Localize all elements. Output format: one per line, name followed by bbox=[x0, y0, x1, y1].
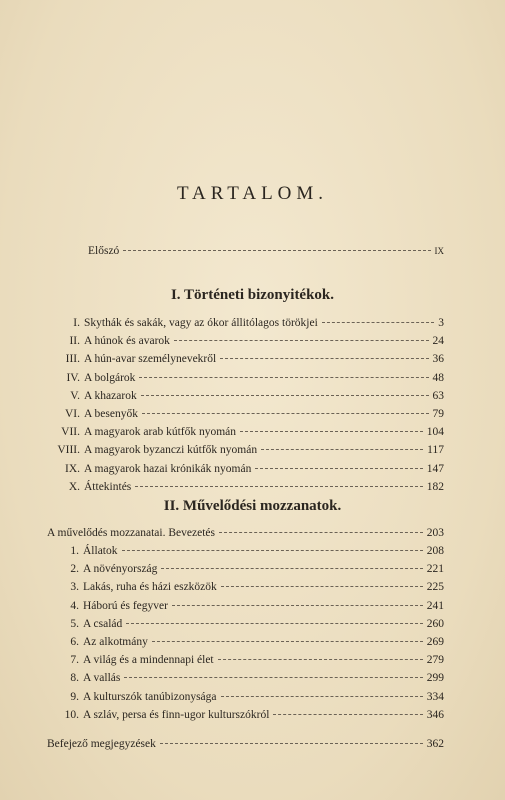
entry-label: A család bbox=[83, 617, 123, 630]
leader-dots bbox=[221, 695, 423, 697]
entry-label: A szláv, persa és finn-ugor kulturszókról bbox=[83, 708, 270, 721]
page-title: TARTALOM. bbox=[176, 183, 329, 204]
entry-number: 9. bbox=[70, 690, 79, 703]
leader-dots bbox=[240, 430, 423, 432]
entry-number: II. bbox=[69, 335, 80, 348]
toc-entry bbox=[47, 618, 444, 630]
toc-entry bbox=[47, 709, 444, 721]
toc-entry bbox=[47, 581, 444, 593]
toc-entry bbox=[44, 444, 444, 456]
section-2-heading: II. Művelődési mozzanatok. bbox=[163, 498, 342, 514]
toc-entry bbox=[44, 390, 444, 402]
toc-entry bbox=[44, 408, 444, 420]
leader-dots bbox=[220, 357, 428, 359]
entry-page: 3 bbox=[438, 317, 444, 329]
entry-number: 10. bbox=[64, 708, 79, 721]
entry-page: 346 bbox=[426, 708, 444, 721]
leader-dots bbox=[261, 448, 423, 450]
entry-number: 6. bbox=[70, 636, 79, 648]
entry-page: 24 bbox=[432, 335, 444, 348]
entry-page: 79 bbox=[432, 408, 444, 420]
intro-page: 203 bbox=[426, 527, 444, 539]
leader-dots bbox=[141, 394, 429, 396]
entry-number: 5. bbox=[70, 617, 79, 630]
toc-entry bbox=[47, 672, 444, 684]
entry-label: Az alkotmány bbox=[83, 636, 148, 648]
preface-page: IX bbox=[434, 246, 444, 256]
leader-dots bbox=[135, 485, 422, 487]
entry-number: 1. bbox=[70, 545, 79, 557]
entry-label: Lakás, ruha és házi eszközök bbox=[83, 581, 217, 594]
leader-dots bbox=[219, 531, 423, 533]
entry-label: A kulturszók tanúbizonysága bbox=[83, 690, 217, 703]
entry-number: VII. bbox=[61, 426, 80, 439]
entry-page: 182 bbox=[426, 480, 444, 493]
toc-entry bbox=[44, 335, 444, 347]
leader-dots bbox=[122, 549, 423, 551]
toc-entry bbox=[47, 691, 444, 703]
toc-entry bbox=[44, 353, 444, 365]
entry-number: 8. bbox=[70, 672, 79, 685]
entry-page: 63 bbox=[432, 389, 444, 402]
toc-entry bbox=[44, 463, 444, 475]
entry-number: IV. bbox=[66, 371, 80, 384]
entry-page: 279 bbox=[426, 654, 444, 667]
leader-dots bbox=[174, 339, 429, 341]
toc-entry bbox=[44, 317, 444, 329]
entry-page: 36 bbox=[432, 353, 444, 366]
entry-label: A növényország bbox=[83, 563, 158, 576]
entry-page: 269 bbox=[426, 636, 444, 648]
entry-number: IX. bbox=[64, 462, 80, 475]
entry-page: 334 bbox=[426, 690, 444, 703]
entry-number: 7. bbox=[70, 654, 79, 667]
closing-label: Befejező megjegyzések bbox=[47, 738, 156, 750]
section-1-heading: I. Történeti bizonyitékok. bbox=[170, 287, 335, 303]
entry-page: 117 bbox=[427, 444, 444, 457]
entry-label: A magyarok hazai krónikák nyomán bbox=[84, 462, 252, 475]
entry-number: V. bbox=[70, 389, 80, 402]
entry-label: Háború és fegyver bbox=[83, 599, 168, 612]
entry-page: 208 bbox=[426, 545, 444, 557]
entry-number: 4. bbox=[70, 599, 79, 612]
section-2-intro-row bbox=[47, 527, 444, 539]
entry-number: X. bbox=[68, 480, 80, 493]
entry-label: A világ és a mindennapi élet bbox=[83, 654, 214, 667]
entry-label: A vallás bbox=[83, 672, 121, 685]
leader-dots bbox=[126, 622, 422, 624]
entry-page: 147 bbox=[426, 462, 444, 475]
entry-label: A bolgárok bbox=[84, 371, 136, 384]
leader-dots bbox=[273, 713, 422, 715]
closing-page: 362 bbox=[426, 738, 444, 750]
preface-row bbox=[88, 245, 444, 257]
toc-entry bbox=[47, 545, 444, 557]
leader-dots bbox=[161, 567, 422, 569]
entry-number: 3. bbox=[70, 581, 79, 594]
closing-row bbox=[47, 738, 444, 750]
toc-entry bbox=[47, 654, 444, 666]
entry-page: 104 bbox=[426, 426, 444, 439]
toc-entry bbox=[47, 600, 444, 612]
entry-label: Állatok bbox=[83, 545, 118, 557]
leader-dots bbox=[123, 249, 430, 251]
entry-label: A magyarok arab kútfők nyomán bbox=[84, 426, 237, 439]
leader-dots bbox=[124, 676, 422, 678]
entry-number: III. bbox=[65, 353, 80, 366]
preface-label: Előszó bbox=[88, 245, 120, 257]
entry-number: 2. bbox=[70, 563, 79, 576]
entry-number: VIII. bbox=[57, 444, 80, 457]
entry-label: Skythák és sakák, vagy az ókor állitólagos törökjei bbox=[84, 317, 318, 329]
leader-dots bbox=[142, 412, 429, 414]
leader-dots bbox=[221, 585, 423, 587]
entry-number: I. bbox=[73, 317, 80, 329]
toc-entry bbox=[47, 563, 444, 575]
leader-dots bbox=[172, 604, 423, 606]
entry-number: VI. bbox=[64, 408, 80, 420]
entry-page: 241 bbox=[426, 599, 444, 612]
entry-label: A besenyők bbox=[84, 408, 138, 420]
leader-dots bbox=[139, 376, 428, 378]
entry-label: A khazarok bbox=[84, 389, 137, 402]
entry-page: 225 bbox=[426, 581, 444, 594]
entry-page: 260 bbox=[426, 617, 444, 630]
entry-page: 48 bbox=[432, 371, 444, 384]
toc-entry bbox=[44, 481, 444, 493]
leader-dots bbox=[322, 321, 434, 323]
entry-page: 299 bbox=[426, 672, 444, 685]
toc-entry bbox=[44, 426, 444, 438]
toc-entry bbox=[44, 372, 444, 384]
toc-entry bbox=[47, 636, 444, 648]
intro-label: A művelődés mozzanatai. Bevezetés bbox=[47, 527, 215, 539]
leader-dots bbox=[160, 742, 423, 744]
leader-dots bbox=[255, 467, 422, 469]
leader-dots bbox=[152, 640, 423, 642]
entry-label: A hún-avar személynevekről bbox=[84, 353, 217, 366]
entry-label: A húnok és avarok bbox=[84, 335, 170, 348]
entry-label: A magyarok byzanczi kútfők nyomán bbox=[84, 444, 258, 457]
entry-page: 221 bbox=[426, 563, 444, 576]
entry-label: Áttekintés bbox=[84, 480, 132, 493]
leader-dots bbox=[218, 658, 423, 660]
